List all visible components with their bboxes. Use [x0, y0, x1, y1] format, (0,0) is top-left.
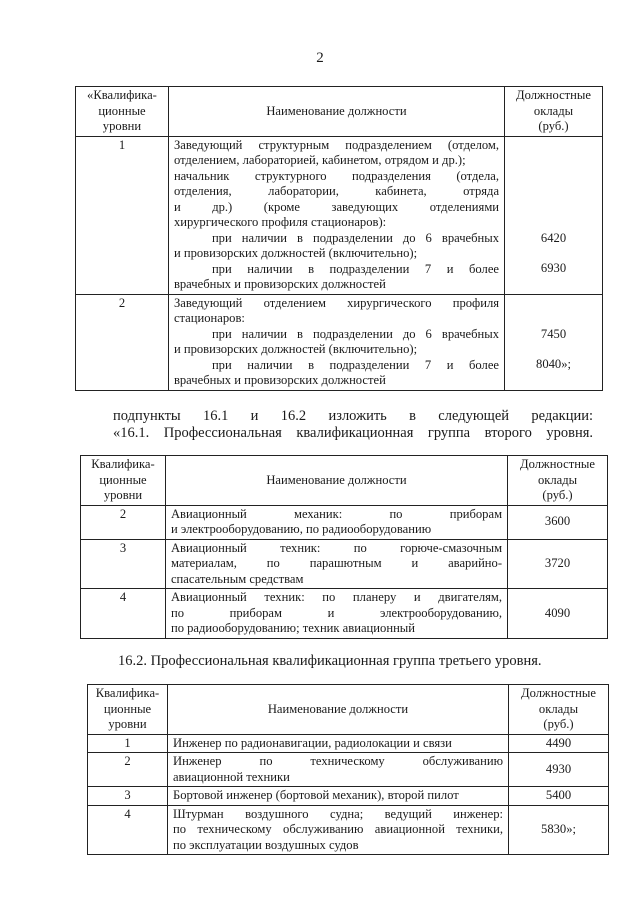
position-cell — [165, 589, 507, 639]
level-cell: 2 — [76, 294, 169, 390]
position-line: начальник структурного подразделения (отдела, — [173, 168, 500, 183]
position-line: и электрооборудованию, по радиооборудованию — [170, 522, 432, 536]
header-level-line: Квалифика- — [91, 457, 155, 471]
salary-cell — [505, 136, 603, 294]
position-line: стационаров: — [173, 311, 245, 325]
header-level — [88, 685, 168, 735]
level-cell: 4 — [88, 805, 168, 855]
level-cell: 2 — [88, 753, 168, 787]
header-level-line: уровни — [103, 488, 143, 502]
position-cell — [165, 505, 507, 539]
header-salary-line: (руб.) — [538, 119, 569, 133]
level-cell: 1 — [76, 136, 169, 294]
table-row — [88, 753, 609, 787]
header-level — [81, 456, 166, 506]
header-salary-line: Должностные — [516, 88, 591, 102]
position-line: при наличии в подразделении 7 и более — [211, 357, 500, 372]
level-cell: 3 — [81, 539, 166, 589]
table-header-row — [81, 456, 608, 506]
table-header-row — [76, 87, 603, 137]
position-cell — [165, 539, 507, 589]
salary-cell: 4930 — [509, 753, 609, 787]
position-line: врачебных и провизорских должностей — [173, 373, 386, 387]
position-line: и провизорских должностей (включительно); — [173, 246, 418, 260]
position-line: по техническому обслуживанию авиационной техники, — [172, 822, 504, 836]
table-header-row — [88, 685, 609, 735]
header-position: Наименование должности — [165, 456, 507, 506]
position-line: по приборам и электрооборудованию, — [170, 605, 503, 620]
amendment-paragraph — [113, 408, 593, 442]
salary-table-first — [75, 86, 603, 391]
header-position: Наименование должности — [168, 87, 504, 137]
position-line: отделением, лабораторией, кабинетом, отрядом и др.); — [173, 153, 466, 167]
table-row — [81, 505, 608, 539]
salary-cell: 3600 — [508, 505, 608, 539]
position-line: Штурман воздушного судна; ведущий инженер: — [172, 806, 504, 821]
position-line: по эксплуатации воздушных судов — [172, 837, 359, 852]
position-line: врачебных и провизорских должностей — [173, 277, 386, 291]
table-row — [76, 294, 603, 390]
header-level-line: «Квалифика- — [87, 88, 157, 102]
header-salary-line: Должностные — [521, 686, 596, 700]
position-cell — [167, 805, 508, 855]
table-row — [76, 136, 603, 294]
table-row — [88, 787, 609, 806]
position-line: и др.) (кроме заведующих отделениями — [173, 199, 500, 214]
salary-value: 7450 — [540, 326, 567, 341]
position-line: Авиационный техник: по планеру и двигателям, — [170, 590, 503, 604]
table-row — [88, 734, 609, 753]
position-line: Авиационный техник: по горюче-смазочным — [170, 540, 503, 555]
header-level-line: уровни — [102, 119, 142, 133]
header-level-line: ционные — [99, 472, 147, 487]
position-line: авиационной техники — [172, 769, 290, 784]
salary-cell: 4090 — [508, 589, 608, 639]
header-level-line: Квалифика- — [95, 686, 160, 700]
header-salary-line: оклады — [533, 103, 574, 118]
salary-cell: 3720 — [508, 539, 608, 589]
position-cell — [167, 753, 508, 787]
header-salary-line: Должностные — [520, 457, 595, 471]
position-line: Инженер по радионавигации, радиолокации и связи — [172, 735, 452, 750]
level-cell: 2 — [81, 505, 166, 539]
position-line: Авиационный механик: по приборам — [170, 506, 503, 521]
position-line: Заведующий структурным подразделением (отделом, — [173, 137, 500, 152]
level-cell: 1 — [88, 734, 168, 753]
position-line: материалам, по парашютным и аварийно- — [170, 556, 503, 570]
header-salary-line: (руб.) — [543, 717, 574, 731]
table-row — [81, 589, 608, 639]
table-row — [88, 805, 609, 855]
salary-value: 6420 — [540, 230, 567, 245]
header-salary — [505, 87, 603, 137]
position-line: Инженер по техническому обслуживанию — [172, 754, 504, 768]
position-cell — [168, 136, 504, 294]
position-line: по радиооборудованию; техник авиационный — [170, 621, 416, 635]
position-line: при наличии в подразделении 7 и более — [211, 261, 500, 276]
position-line: спасательным средствам — [170, 571, 304, 586]
position-line: Бортовой инженер (бортовой механик), второй пилот — [172, 788, 459, 802]
header-salary — [509, 685, 609, 735]
salary-table-third-level — [87, 684, 609, 855]
header-level-line: уровни — [108, 717, 147, 731]
salary-cell: 5830»; — [509, 805, 609, 855]
salary-cell — [505, 294, 603, 390]
header-level — [76, 87, 169, 137]
level-cell: 4 — [81, 589, 166, 639]
position-cell — [167, 734, 508, 753]
header-level-line: ционные — [103, 701, 152, 716]
paragraph-line: подпункты 16.1 и 16.2 изложить в следующей редакции: — [113, 408, 593, 424]
position-line: при наличии в подразделении до 6 врачебных — [211, 230, 500, 245]
salary-cell: 4490 — [509, 734, 609, 753]
header-salary-line: (руб.) — [542, 488, 573, 502]
page-number: 2 — [316, 50, 324, 66]
header-salary-line: оклады — [538, 701, 579, 716]
salary-value: 8040»; — [536, 357, 571, 371]
salary-table-second-level — [80, 455, 608, 639]
position-cell — [168, 294, 504, 390]
salary-value: 6930 — [540, 261, 567, 275]
position-line: при наличии в подразделении до 6 врачебных — [211, 326, 500, 341]
position-line: и провизорских должностей (включительно); — [173, 342, 418, 356]
level-cell: 3 — [88, 787, 168, 806]
position-line: хирургического профиля стационаров): — [173, 215, 387, 229]
header-salary — [508, 456, 608, 506]
paragraph-line: «16.1. Профессиональная квалификационная группа второго уровня. — [113, 425, 593, 441]
position-cell — [167, 787, 508, 806]
position-line: Заведующий отделением хирургического профиля — [173, 295, 500, 310]
position-line: отделения, лаборатории, кабинета, отряда — [173, 184, 500, 198]
section-heading: 16.2. Профессиональная квалификационная группа третьего уровня. — [118, 653, 542, 669]
header-level-line: ционные — [98, 103, 146, 118]
salary-cell: 5400 — [509, 787, 609, 806]
header-position: Наименование должности — [167, 685, 508, 735]
header-salary-line: оклады — [537, 472, 578, 487]
table-row — [81, 539, 608, 589]
